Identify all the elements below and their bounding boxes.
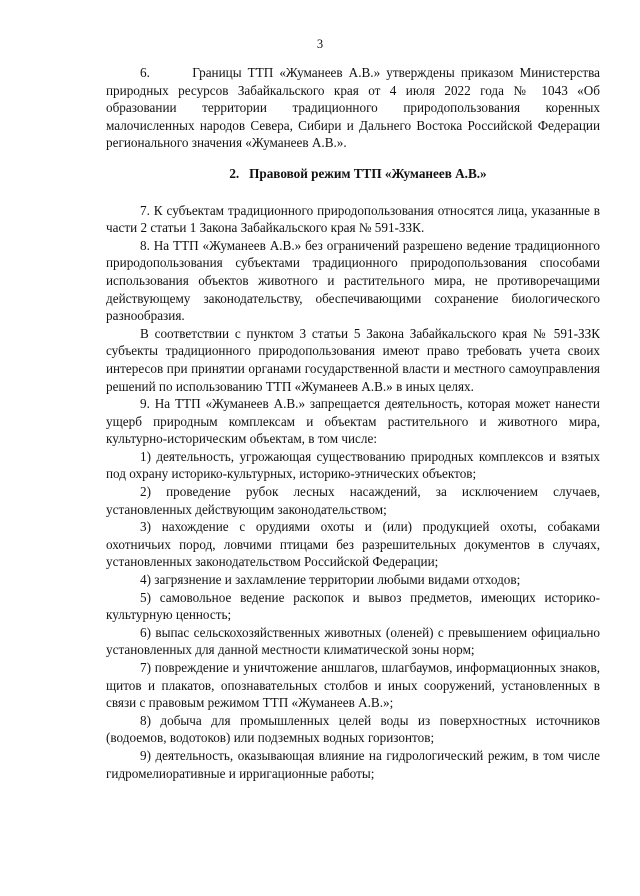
paragraph-8: 8. На ТТП «Жуманеев А.В.» без ограничений разрешено ведение традиционного природопользования субъектами традиционного природопользования способами использования объектов животного и растительного мира, не противоречащими действующему законодательству, обеспечивающими сохранение биологического разнообразия. [106, 237, 600, 324]
list-item-1: 1) деятельность, угрожающая существованию природных комплексов и взятых под охрану историко-культурных, историко-этнических объектов; [106, 448, 600, 482]
list-item-2: 2) проведение рубок лесных насаждений, за исключением случаев, установленных действующим законодательством; [106, 484, 600, 517]
section-heading: 2. Правовой режим ТТП «Жуманеев А.В.» [229, 165, 487, 181]
document-body [106, 64, 600, 782]
paragraph-7: 7. К субъектам традиционного природопользования относятся лица, указанные в части 2 статьи 1 Закона Забайкальского края № 591-ЗЗК. [106, 202, 600, 236]
list-item-3: 3) нахождение с орудиями охоты и (или) продукцией охоты, собаками охотничьих пород, ловчими птицами без разрешительных документов в случаях, установленных законодательством Российской Федерации; [106, 519, 600, 570]
list-item-5: 5) самовольное ведение раскопок и вывоз предметов, имеющих историко-культурную ценность; [106, 589, 600, 623]
list-item-4: 4) загрязнение и захламление территории любыми видами отходов; [140, 572, 521, 588]
list-item-6: 6) выпас сельскохозяйственных животных (оленей) с превышением официально установленных для данной местности климатической зоны норм; [106, 624, 600, 658]
paragraph-6: 6. Границы ТТП «Жуманеев А.В.» утверждены приказом Министерства природных ресурсов Забайкальского края от 4 июля 2022 года № 1043 «Об образовании территории традиционного природопользования коренных малочисленных народов Севера, Сибири и Дальнего Востока Российской Федерации регионального значения «Жуманеев А.В.». [106, 65, 600, 151]
list-item-8: 8) добыча для промышленных целей воды из поверхностных источников (водоемов, водотоков) или подземных водных горизонтов; [106, 712, 600, 746]
list-item-9: 9) деятельность, оказывающая влияние на гидрологический режим, в том числе гидромелиоративные и ирригационные работы; [106, 747, 600, 781]
paragraph-9: 9. На ТТП «Жуманеев А.В.» запрещается деятельность, которая может нанести ущерб природным комплексам и объектам растительного и животного мира, культурно-историческим объектам, в том числе: [106, 396, 600, 447]
page-number: 3 [316, 37, 324, 51]
paragraph-rights: В соответствии с пунктом 3 статьи 5 Закона Забайкальского края № 591-ЗЗК субъекты традиционного природопользования имеют право требовать учета своих интересов при принятии органами государственной власти и местного самоуправления решений по использованию ТТП «Жуманеев А.В.» в иных целях. [106, 325, 600, 394]
list-item-7: 7) повреждение и уничтожение аншлагов, шлагбаумов, информационных знаков, щитов и плакатов, опознавательных столбов и иных сооружений, установленных в связи с правовым режимом ТТП «Жуманеев А.В.»; [106, 660, 600, 711]
